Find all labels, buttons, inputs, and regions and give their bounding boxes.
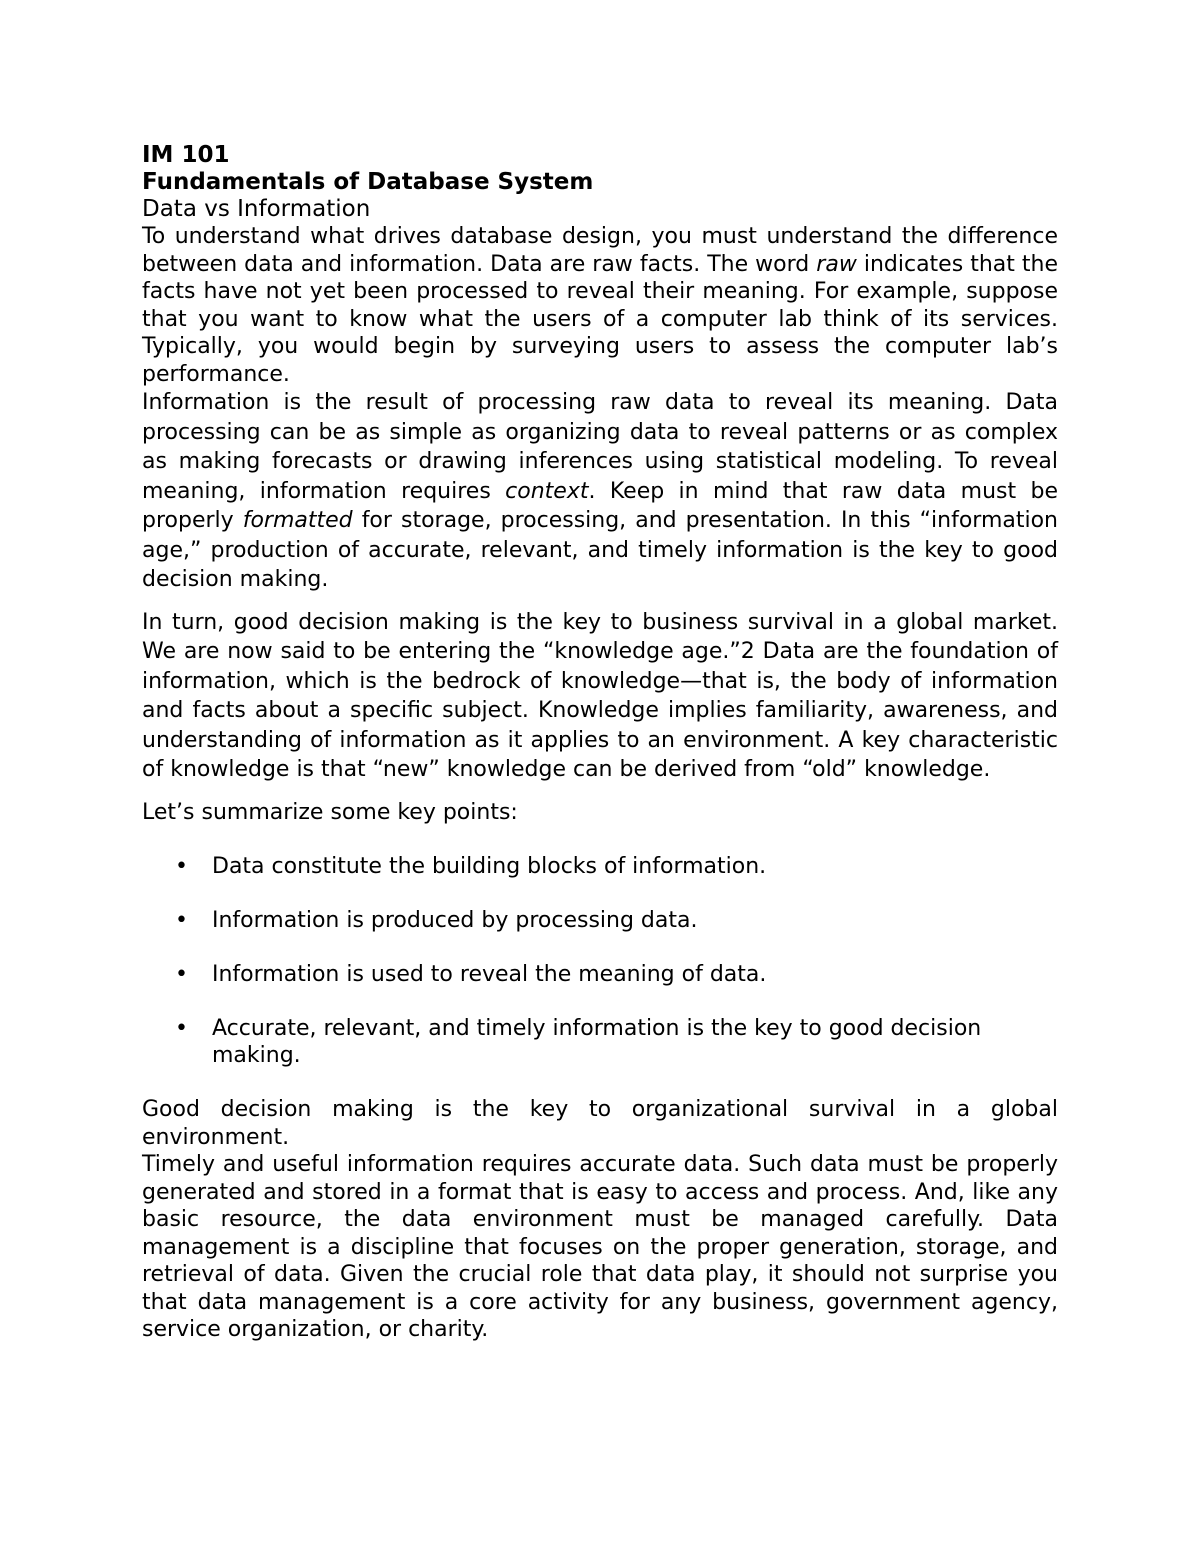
summary-intro: Let’s summarize some key points: [142, 799, 518, 825]
italic-term: context [505, 478, 589, 504]
paragraph-knowledge: In turn, good decision making is the key to business survival in a global market. We are now said to be entering the “knowledge age.”2 Data are the foundation of information, which is the bedrock of knowledge—that is, the body of information and facts about a specific subject. Knowledge implies familiarity, awareness, and understanding of information as it applies to an environment. A key characteristic of knowledge is that “new” knowledge can be derived from “old” knowledge. [142, 609, 1058, 782]
bullet-icon: • [175, 854, 188, 879]
key-points-list [142, 853, 1058, 1069]
section-title: Data vs Information [142, 196, 371, 222]
text-run: indicates that the facts have not yet been processed to reveal their meaning. For example, suppose that you want to know what the users of a computer lab think of its services. Typically, you would begin by surveying users to assess the computer lab’s performance. [142, 251, 1059, 387]
list-item [142, 907, 1058, 934]
list-item [142, 961, 1058, 988]
list-item [142, 1015, 1058, 1069]
paragraph-decision-making: Good decision making is the key to organizational survival in a global environment. [142, 1097, 1058, 1150]
paragraph-information-definition [142, 388, 1058, 595]
bullet-icon: • [175, 1016, 188, 1041]
bullet-icon: • [175, 962, 188, 987]
list-item-text: Information is used to reveal the meaning of data. [212, 962, 767, 987]
text-run: Information is the result of processing raw data to reveal its meaning. Data processing can be as simple as organizing data to reveal patterns or as complex as making forecasts or drawing inferences using statistical modeling. To reveal meaning, information requires [142, 390, 1058, 504]
list-item [142, 853, 1058, 880]
list-item-text: Accurate, relevant, and timely information is the key to good decision making. [212, 1016, 982, 1068]
paragraph-data-definition [142, 223, 1058, 388]
paragraph-data-management: Timely and useful information requires accurate data. Such data must be properly generated and stored in a format that is easy to access and process. And, like any basic resource, the data environment must be managed carefully. Data management is a discipline that focuses on the proper generation, storage, and retrieval of data. Given the crucial role that data play, it should not surprise you that data management is a core activity for any business, government agency, service organization, or charity. [142, 1152, 1058, 1342]
list-item-text: Data constitute the building blocks of information. [212, 854, 767, 879]
list-item-text: Information is produced by processing data. [212, 908, 698, 933]
text-run: . Keep in mind that raw data must be properly [142, 478, 1058, 533]
italic-term: formatted [242, 508, 353, 533]
italic-term: raw [816, 251, 857, 277]
document-page [142, 142, 1058, 1344]
bullet-icon: • [175, 908, 188, 933]
course-code: IM 101 [142, 142, 230, 168]
text-run: To understand what drives database design, you must understand the difference between data and information. Data are raw facts. The word [142, 224, 1058, 277]
course-title: Fundamentals of Database System [142, 169, 594, 195]
text-run: for storage, processing, and presentation. In this “information age,” production of accurate, relevant, and timely information is the key to good decision making. [142, 508, 1058, 592]
